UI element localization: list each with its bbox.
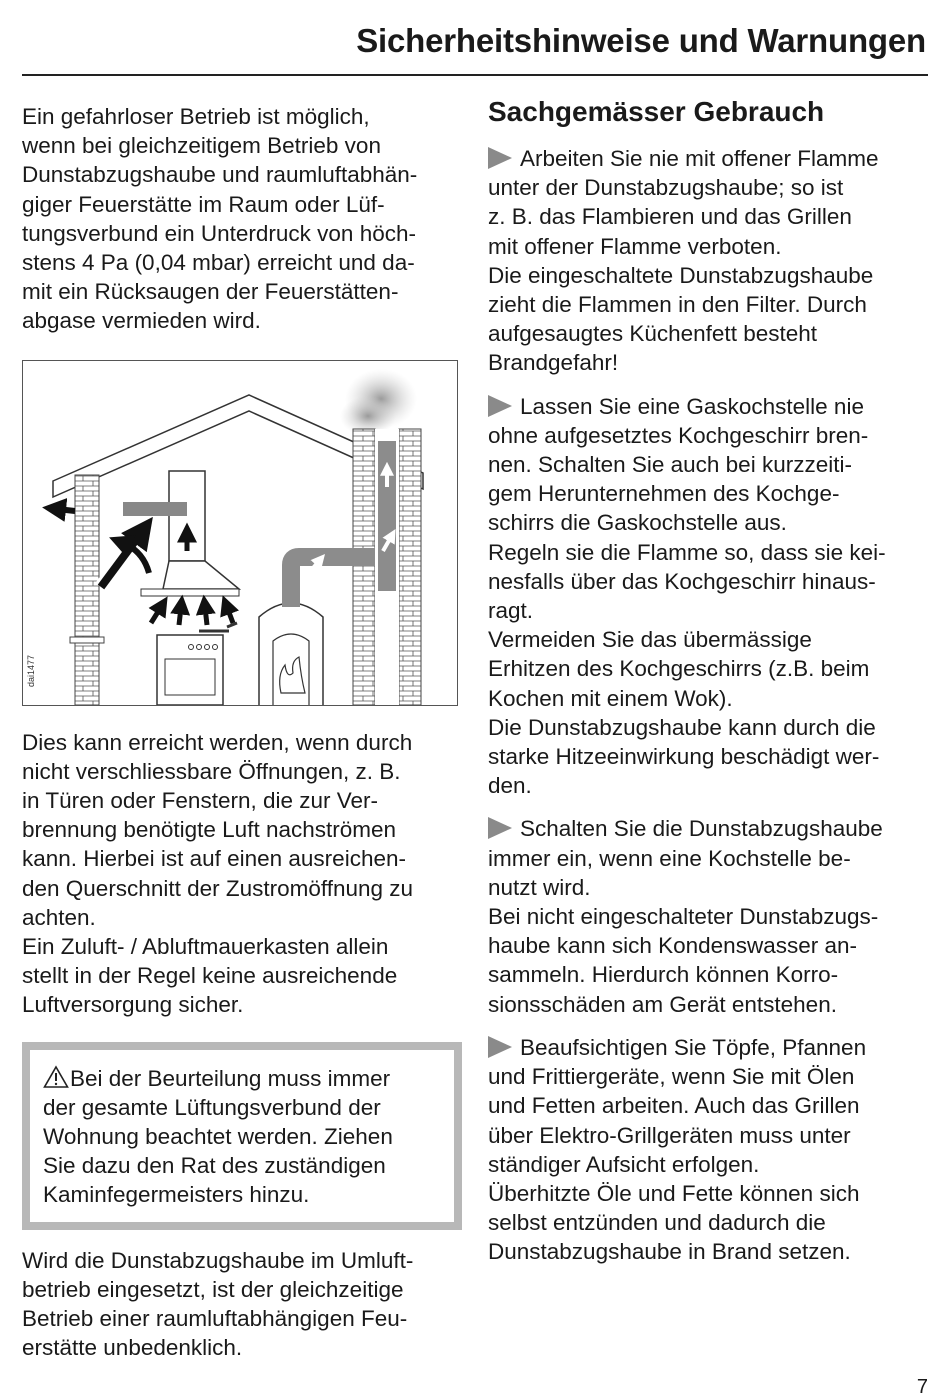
text-line: tungsverbund ein Unterdruck von höch- [22, 220, 416, 246]
right-column [488, 96, 930, 1281]
text-line: Wird die Dunstabzugshaube im Umluft- [22, 1247, 414, 1273]
warning-text: Wohnung beachtet werden. Ziehen [43, 1124, 393, 1150]
text-line: nicht verschliessbare Öffnungen, z. B. [22, 758, 401, 784]
text-line: brennung benötigte Luft nachströmen [22, 817, 397, 843]
safety-item: Beaufsichtigen Sie Töpfe, Pfannen und Frittiergeräte, wenn Sie mit Ölen und Fetten arbeiten. Auch das Grillen über Elektro-Grillgeräten muss unter ständiger Aufsicht erfolgen. Überhitzte Öle und Fette können sich selbst entzünden und dadurch die Dunstabzugshaube in Brand setzen. [488, 1034, 867, 1265]
text-line: den Querschnitt der Zustromöffnung zu [22, 875, 414, 901]
safety-item: Lassen Sie eine Gaskochstelle nie ohne aufgesetztes Kochgeschirr bren- nen. Schalten Sie auch bei kurzzeiti- gem Herunternehmen des Kochge- schirrs die Gaskochstelle aus. Regeln sie die Flamme so, dass sie kei- nesfalls über das Kochgeschirr hinaus- ragt. Vermeiden Sie das übermässige Erhitzen des Kochgeschirrs (z.B. beim Kochen mit einem Wok). Die Dunstabzugshaube kann durch die starke Hitzeeinwirkung beschädigt wer- den. [488, 393, 886, 799]
house-diagram [23, 361, 457, 705]
text-line: wenn bei gleichzeitigem Betrieb von [22, 133, 381, 159]
triangle-bullet-icon [488, 147, 512, 169]
text-line: stens 4 Pa (0,04 mbar) erreicht und da- [22, 250, 415, 276]
warning-triangle-icon [43, 1065, 69, 1089]
ventilation-paragraph [22, 728, 462, 1020]
page-number: 7 [916, 1376, 928, 1398]
warning-text: Kaminfegermeisters hinzu. [43, 1182, 310, 1208]
text-line: abgase vermieden wird. [22, 308, 261, 334]
text-line: Dunstabzugshaube und raumluftabhän- [22, 162, 418, 188]
intro-paragraph [22, 102, 462, 336]
text-line: mit ein Rücksaugen der Feuerstätten- [22, 279, 399, 305]
text-line: Luftversorgung sicher. [22, 992, 244, 1018]
warning-text: der gesamte Lüftungsverbund der [43, 1094, 381, 1120]
figure-code: dai1477 [26, 654, 36, 687]
safety-item: Schalten Sie die Dunstabzugshaube immer ein, wenn eine Kochstelle be- nutzt wird. Bei nicht eingeschalteter Dunstabzugs- haube kann sich Kondenswasser an- sammeln. Hierdurch können Korro- sionsschäden am Gerät entstehen. [488, 816, 883, 1017]
text-line: in Türen oder Fenstern, die zur Ver- [22, 788, 379, 814]
triangle-bullet-icon [488, 817, 512, 839]
warning-text: Bei der Beurteilung muss immer [70, 1065, 391, 1091]
text-line: stellt in der Regel keine ausreichende [22, 963, 398, 989]
triangle-bullet-icon [488, 1036, 512, 1058]
airflow-arrow-icon [101, 533, 141, 587]
safety-item: Arbeiten Sie nie mit offener Flamme unter der Dunstabzugshaube; so ist z. B. das Flambieren und das Grillen mit offener Flamme verboten. Die eingeschaltete Dunstabzugshaube zieht die Flammen in den Filter. Durch aufgesaugtes Küchenfett besteht Brandgefahr! [488, 146, 879, 376]
warning-box [22, 1042, 462, 1230]
page-title: Sicherheitshinweise und Warnungen [356, 22, 926, 59]
triangle-bullet-icon [488, 395, 512, 417]
text-line: Betrieb einer raumluftabhängigen Feu- [22, 1306, 408, 1332]
text-line: giger Feuerstätte im Raum oder Lüf- [22, 191, 385, 217]
text-line: Dies kann erreicht werden, wenn durch [22, 729, 413, 755]
header-rule [22, 74, 928, 76]
outflow-arrow-icon [57, 509, 75, 511]
text-line: Ein Zuluft- / Abluftmauerkasten allein [22, 934, 389, 960]
recirculation-paragraph [22, 1246, 462, 1363]
text-line: achten. [22, 904, 96, 930]
text-line: erstätte unbedenklich. [22, 1335, 243, 1361]
section-heading: Sachgemässer Gebrauch [488, 96, 825, 127]
chimney [353, 429, 375, 705]
warning-text: Sie dazu den Rat des zuständigen [43, 1153, 386, 1179]
ventilation-illustration [22, 360, 458, 706]
text-line: Ein gefahrloser Betrieb ist möglich, [22, 104, 370, 129]
left-column [22, 102, 462, 1362]
left-wall [75, 475, 99, 705]
text-line: kann. Hierbei ist auf einen ausreichen- [22, 846, 406, 872]
text-line: betrieb eingesetzt, ist der gleichzeitige [22, 1276, 404, 1302]
